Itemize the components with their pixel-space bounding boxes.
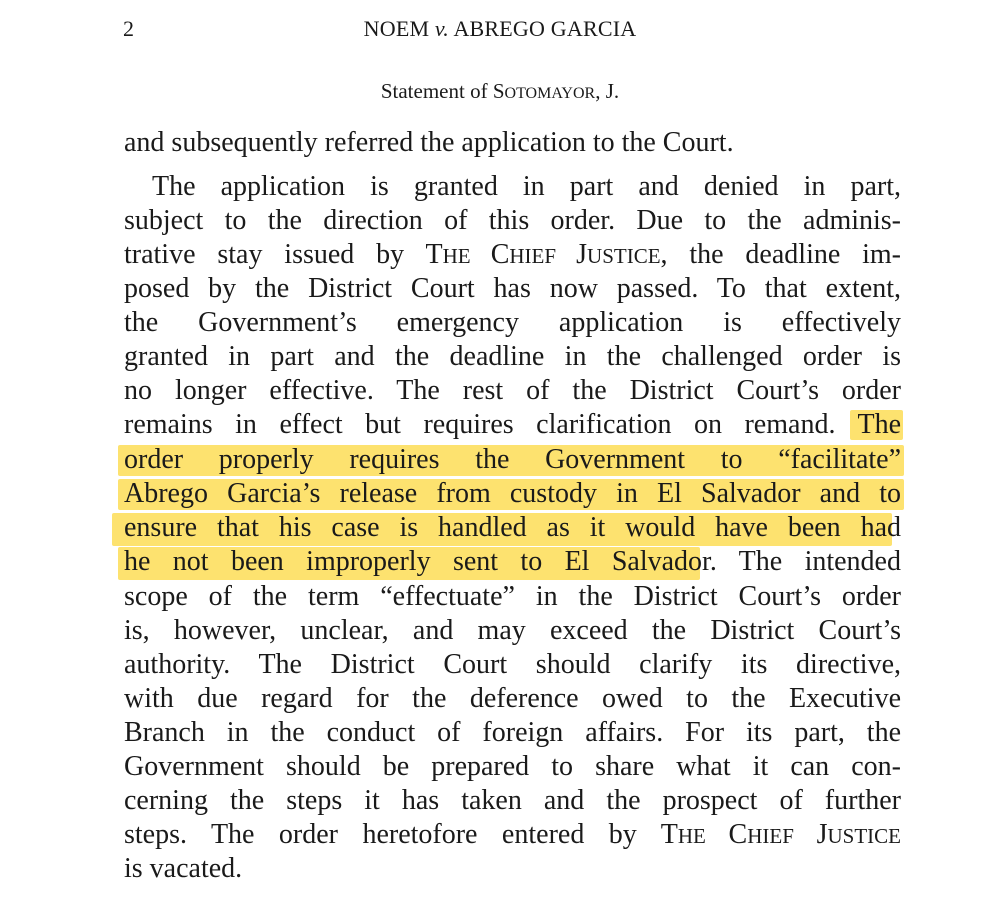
running-head — [0, 14, 1000, 44]
text-line: he not been improperly sent to El Salvador. The intended — [124, 546, 901, 577]
text-line: with due regard for the deference owed to the Executive — [124, 683, 901, 714]
highlighted-text: The — [857, 409, 901, 440]
text-line: the Government’s emergency application is effectively — [124, 307, 901, 338]
case-name-part2: ABREGO GARCIA — [448, 16, 637, 41]
text-line: trative stay issued by THE CHIEF JUSTICE, the deadline im- — [124, 239, 901, 270]
text-line: posed by the District Court has now passed. To that extent, — [124, 273, 901, 304]
text-line: is vacated. — [124, 853, 243, 884]
text-line: cerning the steps it has taken and the prospect of further — [124, 785, 901, 816]
highlighted-text-line: order properly requires the Government to “facilitate” — [124, 444, 901, 475]
text-line: authority. The District Court should clarify its directive, — [124, 649, 901, 680]
text-line: Government should be prepared to share what it can con- — [124, 751, 901, 782]
page-number: 2 — [123, 16, 134, 41]
text-line: is, however, unclear, and may exceed the District Court’s — [124, 615, 901, 646]
text-line: remains in effect but requires clarification on remand. The — [124, 409, 901, 440]
highlighted-text-line: Abrego Garcia’s release from custody in El Salvador and to — [124, 478, 901, 509]
text-line: granted in part and the deadline in the challenged order is — [124, 341, 901, 372]
text-line: subject to the direction of this order. Due to the adminis- — [124, 205, 901, 236]
case-name-part1: NOEM — [363, 16, 435, 41]
versus-abbrev: v. — [434, 16, 449, 41]
highlighted-text-line: ensure that his case is handled as it would have been had — [124, 512, 901, 543]
text-line: no longer effective. The rest of the District Court’s order — [124, 375, 901, 406]
text-line: Branch in the conduct of foreign affairs. For its part, the — [124, 717, 901, 748]
text-line: and subsequently referred the application to the Court. — [124, 127, 734, 158]
text-line: scope of the term “effectuate” in the District Court’s order — [124, 581, 901, 612]
highlighted-text: he not been improperly sent to El Salvador — [124, 546, 710, 577]
statement-heading: Statement of SOTOMAYOR, J. — [380, 79, 620, 103]
text-line: steps. The order heretofore entered by THE CHIEF JUSTICE — [124, 819, 901, 850]
paragraph-first-line: The application is granted in part and denied in part, — [152, 171, 901, 202]
